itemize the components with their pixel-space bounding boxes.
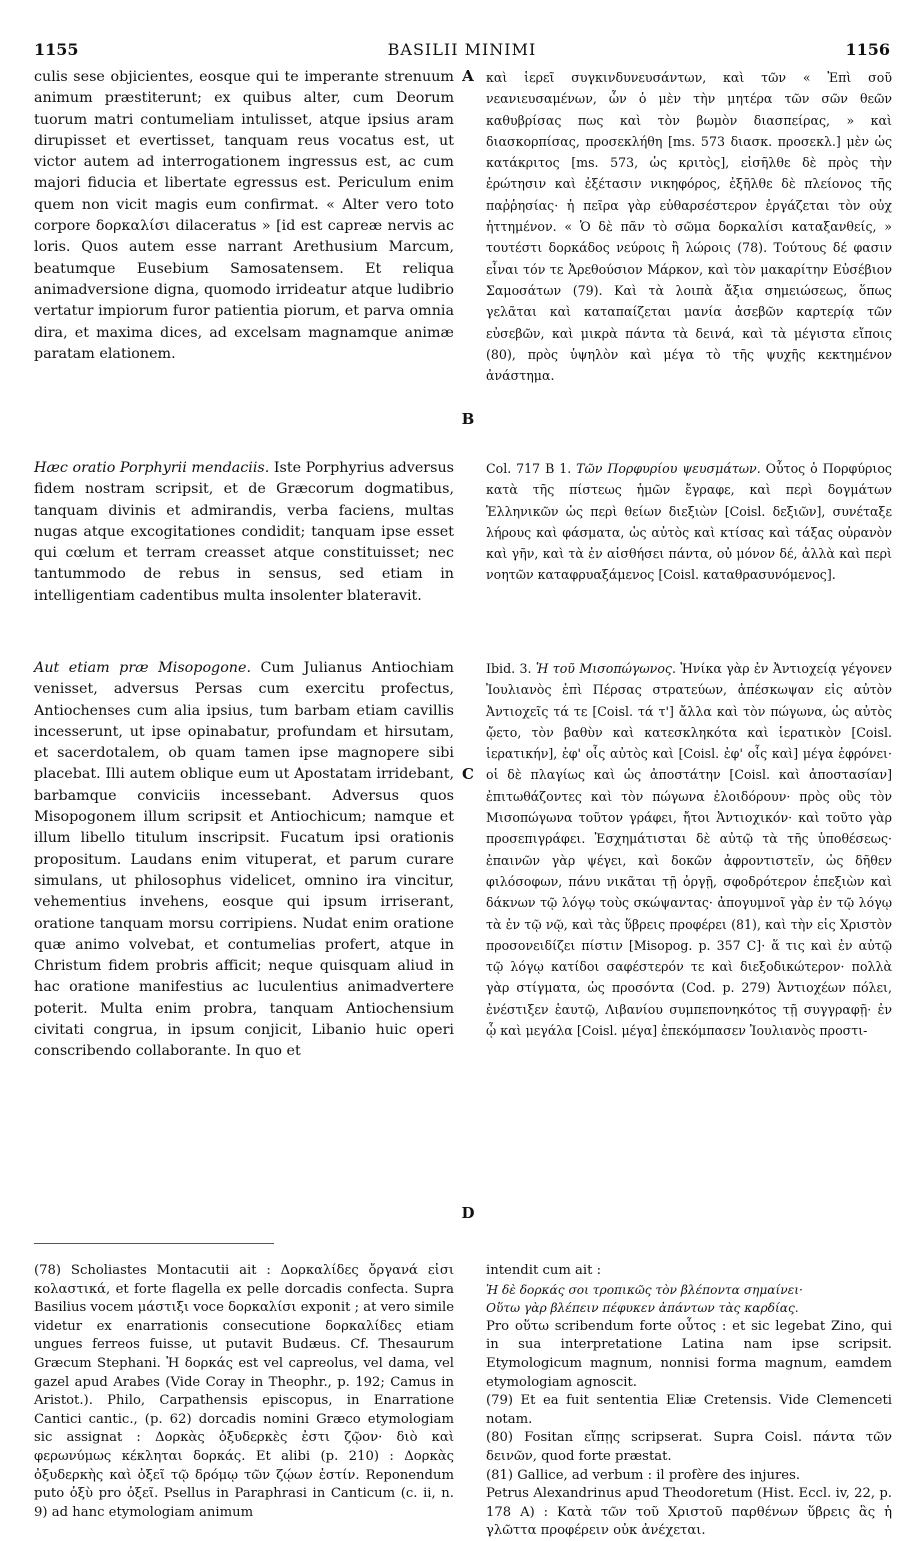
footnote-79: (79) Et ea fuit sententia Eliæ Cretensis. Vide Clemenceti notam. <box>486 1393 892 1427</box>
latin-lemma: Hæc oratio Porphyrii mendaciis. <box>34 460 270 476</box>
latin-lemma: Aut etiam præ Misopogone. <box>34 660 252 676</box>
greek-reference: Col. 717 B 1. <box>486 461 572 476</box>
footnote-81-cont: Petrus Alexandrinus apud Theodoretum (Hist. Eccl. iv, 22, p. 178 A) : Κατὰ τῶν τοῦ Χριστοῦ παρθένων ὕβρεις ἃς ἡ γλῶττα προφέρειν οὐκ ἀνέχεται. <box>486 1486 892 1539</box>
greek-paragraph <box>486 658 892 1041</box>
greek-text: Οὗτος ὁ Πορφύριος κατὰ τῆς πίστεως ἡμῶν ἔγραφε, καὶ περὶ δογμάτων Ἑλληνικῶν ὡς περὶ θείων διεξιὼν [Coisl. δεξιῶν], συνέταξε λήρους καὶ φάσματα, ὡς αὐτὸς καὶ κτίσας καὶ τάξας οὐρανὸν καὶ γῆν, καὶ τὰ ἐν αἰσθήσει πάντα, οὐ μόνον δέ, ἀλλὰ καὶ περὶ νοητῶν καταφρυαξάμενος [Coisl. καταθρασυνόμενος]. <box>486 461 892 583</box>
latin-text: Cum Julianus Antiochiam venisset, adversus Persas cum exercitu profectus, Antiochenses cum alia ipsius, tum barbam etiam cavillis incesserunt, ut ipse opinabatur, profundam et hirsutam, et sacerdotalem, ob quam tamen ipse magnopere sibi placebat. Illi autem oblique eum ut Apostatam irridebant, barbamque conviciis incessebant. Adversus quos Misopogonem illum scripsit et Antiochicum; namque et illum libello titulum inscripsit. Fucatum ipsi orationis propositum. Laudans enim vituperat, et parum curare simulans, ut philosophus videlicet, omnino ira vincitur, vehementius invehens, eosque qui ipsum irriserant, oratione tanquam morsu corripiens. Nudat enim oratione quæ animo volvebat, et contumelias profert, atque in Christum fidem probris afficit; neque quisquam aliud in hac oratione manifestius ac luculentius animadvertere poterit. Multa enim probra, tanquam Antiochensium civitati congrua, in ipsum conjicit, Libanio huic operi conscribendo collaborante. In quo et <box>34 660 454 1060</box>
latin-paragraph <box>34 458 454 607</box>
column-marker-c: C <box>462 765 474 783</box>
footnote-80: (80) Fositan εἴπῃς scripserat. Supra Coisl. πάντα τῶν δεινῶν, quod forte præstat. <box>486 1430 892 1464</box>
latin-paragraph <box>34 67 454 365</box>
footnote-continuation-intro: intendit cum ait : <box>486 1263 602 1278</box>
footnote-78: (78) Scholiastes Montacutii ait : Δορκαλίδες ὄργανά εἰσι κολαστικά, et forte flagella ex pelle dorcadis confecta. Supra Basilius vocem μάστιξι voce δορκαλίσι exponit ; at vero simile videtur ex enarrationis consecutione δορκαλίδες etiam ungues ferreos fuisse, ut putavit Budæus. Cf. Thesaurum Græcum Stephani. Ἡ δορκάς est vel capreolus, vel dama, vel gazel apud Arabes (Vide Coray in Theophr., p. 192; Camus in Aristot.). Philo, Carpathensis episcopus, in Enarratione Cantici cantic., (p. 62) dorcadis nomini Græco etymologiam sic assignat : Δορκὰς ὀξυδερκὲς ἐστι ζῷον· διὸ καὶ φερωνύμως κέκληται δορκάς. Et alibi (p. 210) : Δορκὰς ὀξυδερκὴς καὶ ὀξεῖ τῷ δρόμῳ τῶν ζῴων ἐστίν. Reponendum puto ὀξὺ pro ὀξεῖ. Psellus in Paraphrasi in Canticum (c. ii, n. 9) ad hanc etymologiam animum <box>34 1263 454 1520</box>
page-header <box>34 40 890 62</box>
page-number-right: 1156 <box>845 40 890 59</box>
footnotes-left <box>34 1262 454 1522</box>
footnote-verse: Οὕτω γὰρ βλέπειν πέφυκεν ἀπάντων τὰς καρδίας. <box>486 1301 799 1316</box>
greek-reference: Ibid. 3. <box>486 661 532 676</box>
footnote-81: (81) Gallice, ad verbum : il profère des injures. <box>486 1467 801 1483</box>
greek-text: καὶ ἱερεῖ συγκινδυνευσάντων, καὶ τῶν « Ἐπὶ σοῦ νεανιευσαμένων, ὧν ὁ μὲν τὴν μητέρα τῶν σῶν θεῶν καθυβρίσας πως καὶ τὸν βωμὸν διασπείρας, » καὶ διασκορπίσας, προσεκλήθη [ms. 573 διασκ. προσεκλ.] μὲν ὡς κατάκριτος [ms. 573, ὡς κριτὸς], εἰσῆλθε δὲ πρὸς τὴν ἐρώτησιν καὶ ἐξέτασιν νικηφόρος, ἐξῆλθε δὲ πλείονος τῆς παῤῥησίας· ἡ πεῖρα γὰρ εὐθαρσέστερον ἐργάζεται τὸν οὐχ ἡττημένον. « Ὁ δὲ πᾶν τὸ σῶμα δορκαλίσι καταξανθείς, » τουτέστι δορκάδος νεύροις ἢ λώροις (78). Τούτους δέ φασιν εἶναι τόν τε Ἀρεθούσιον Μάρκον, καὶ τὸν μακαρίτην Εὐσέβιον Σαμοσάτων (79). Καὶ τὰ λοιπὰ ἄξια σημειώσεως, ὅπως γελᾶται καὶ καταπαίζεται μανία ἀσεβῶν καρτερίᾳ τῶν εὐσεβῶν, καὶ μικρὰ πάντα τὰ δεινά, καὶ τὰ μέγιστα εἴποις (80), πρὸς ὑψηλὸν καὶ μέγα τὸ τῆς ψυχῆς κεκτημένον ἀνάστημα. <box>486 70 892 384</box>
greek-paragraph <box>486 67 892 386</box>
column-marker-b: B <box>461 410 475 428</box>
footnotes-right <box>486 1262 892 1541</box>
greek-lemma: Τῶν Πορφυρίου ψευσμάτων. <box>576 461 761 476</box>
column-marker-a: A <box>462 67 474 85</box>
latin-paragraph <box>34 658 454 1063</box>
greek-paragraph <box>486 458 892 586</box>
latin-text: culis sese objicientes, eosque qui te imperante strenuum animum præstiterunt; ex quibus alter, cum Deorum tuorum matri contumeliam intulisset, atque ipsius aram dirupisset et evertisset, tanquam reus vocatus est, ut victor autem ad interrogationem ingressus est, ac cum majori fiducia et libertate egressus est. Periculum enim quem non vicit magis eum confirmat. « Alter vero toto corpore δορκαλίσι dilaceratus » [id est capreæ nervis ac loris. Quos autem esse narrant Arethusium Marcum, beatumque Eusebium Samosatensem. Et reliqua animadversione digna, quomodo irrideatur atque ludibrio vertatur impiorum furor patientia piorum, et parva omnia dira, et maxima dices, ad excelsam magnamque animæ paratam elationem. <box>34 69 454 362</box>
footnote-verse: Ἡ δὲ δορκάς σοι τροπικῶς τὸν βλέποντα σημαίνει· <box>486 1282 803 1297</box>
page-number-left: 1155 <box>34 40 79 59</box>
footnote-separator <box>34 1243 274 1244</box>
footnote-continuation: Pro οὕτω scribendum forte οὗτος : et sic legebat Zino, qui in sua interpretatione Latina nam ipse scripsit. Etymologicum magnum, nonnisi forma magnum, eamdem etymologiam agnoscit. <box>486 1318 892 1390</box>
running-title: BASILII MINIMI <box>387 40 537 59</box>
greek-lemma: Ἡ τοῦ Μισοπώγωνος. <box>535 661 676 676</box>
greek-text: Ἡνίκα γὰρ ἐν Ἀντιοχείᾳ γέγονεν Ἰουλιανὸς ἐπὶ Πέρσας στρατεύων, ἀπέσκωψαν εἰς αὐτὸν Ἀντιοχεῖς τά τε [Coisl. τά τ'] ἄλλα καὶ τὸν πώγωνα, ὡς αὐτὸς ᾤετο, τὸν βαθὺν καὶ κατεσκληκότα καὶ ἱερατικὸν [Coisl. ἱερατικήν], ἐφ' οἷς αὐτὸς καὶ [Coisl. ἐφ' οἷς καὶ] μέγα ἐφρόνει· οἱ δὲ πλαγίως καὶ ὡς ἀποστάτην [Coisl. καὶ ἀποστασίαν] ἐπιτωθάζοντες καὶ τὸν πώγωνα ἐλοιδόρουν· πρὸς οὓς τὸν Μισοπώγωνα τοῦτον γράφει, ἤτοι Ἀντιοχικόν· καὶ τοῦτο γὰρ προσεπιγράφει. Ἐσχημάτισται δὲ αὐτῷ τὰ τῆς ὑποθέσεως· ἐπαινῶν γὰρ ψέγει, καὶ δοκῶν ἀφροντιστεῖν, ὡς δῆθεν φιλόσοφων, πάνυ νικᾶται τῇ ὀργῇ, σφοδρότερον ἐπεξιὼν καὶ δάκνων τῷ λόγῳ τοὺς σκώψαντας· ἀπογυμνοῖ γὰρ ἐν τῷ λόγῳ τὰ ἐν τῷ νῷ, καὶ τὰς ὕβρεις προφέρει (81), καὶ τὴν εἰς Χριστὸν προσονειδίζει πίστιν [Misopog. p. 357 C]· ἅ τις καὶ ἐν αὐτῷ τῷ λόγῳ κατίδοι σαφέστερόν τε καὶ διεξοδικώτερον· πολλὰ γὰρ στίγματα, ὡς προσόντα (Cod. p. 279) Ἀντιοχέων πόλει, ἐνέστιξεν ἑαυτῷ, Λιβανίου συμπεπονηκότος τῇ συγγραφῇ· ἐν ᾧ καὶ μεγάλα [Coisl. μέγα] ἐπεκόμπασεν Ἰουλιανὸς προστι- <box>486 661 892 1039</box>
latin-text: Iste Porphyrius adversus fidem nostram scripsit, et de Græcorum dogmatibus, tanquam divinis et admirandis, verba faciens, multas nugas atque excogitationes condidit; tanquam ipse esset qui cœlum et terram creasset atque constituisset; nec tantummodo de rebus in sensus, sed etiam in intelligentiam cadentibus multa insolenter blateravit. <box>34 460 454 604</box>
column-marker-d: D <box>461 1204 475 1222</box>
